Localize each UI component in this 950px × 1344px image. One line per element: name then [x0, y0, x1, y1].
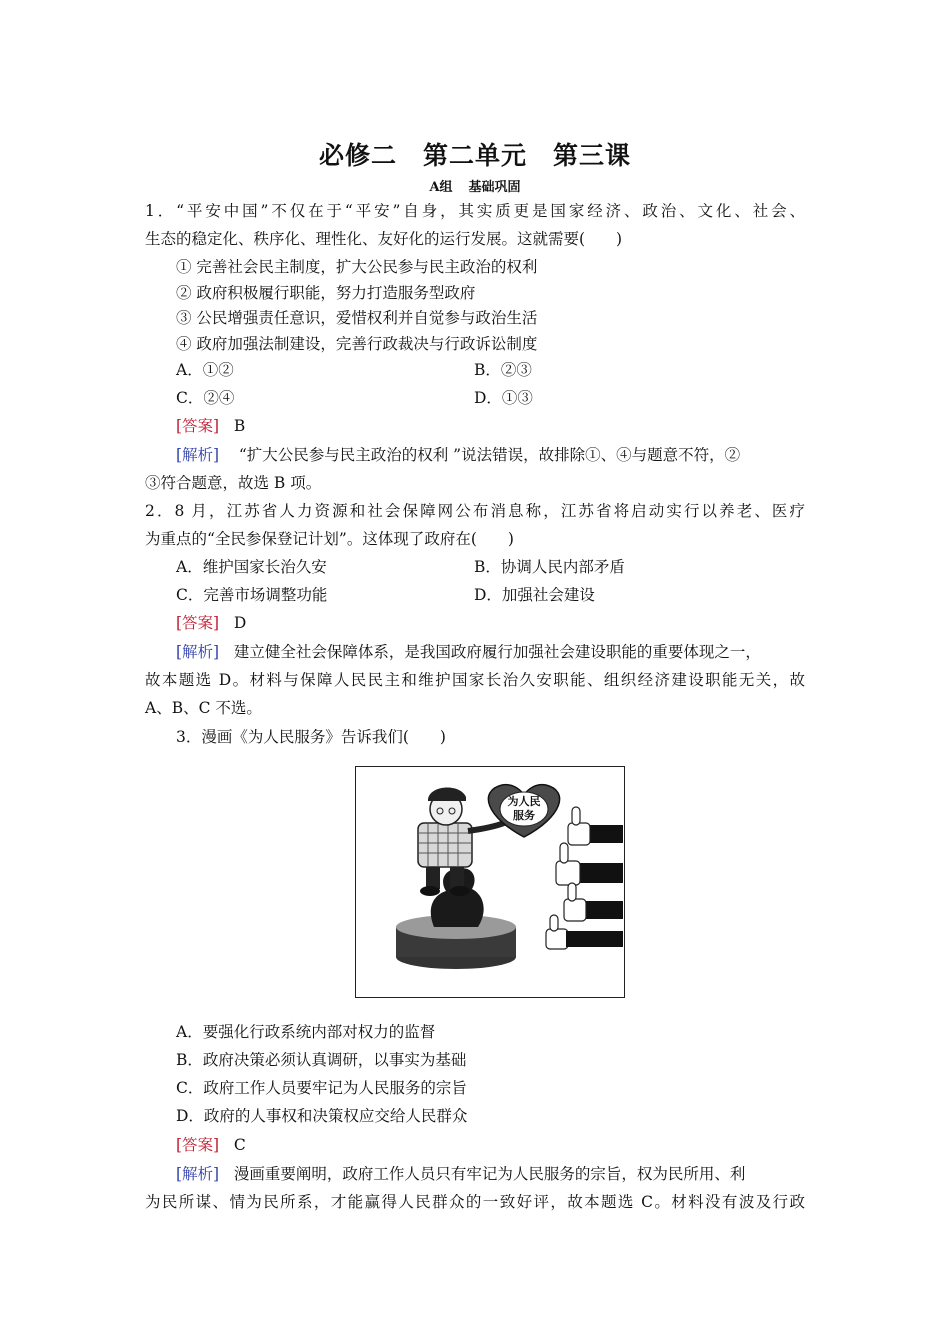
q1-analysis-line2: ③符合题意，故选 B 项。	[145, 474, 322, 492]
title-part: 第二单元	[422, 141, 527, 170]
q1-stem-line2: 生态的稳定化、秩序化、理性化、友好化的运行发展。这就需要( )	[145, 230, 623, 248]
q2-analysis-line2: 故本题选 D。材料与保障人民民主和维护国家长治久安职能、组织经济建设职能无关，故	[145, 671, 805, 689]
subtitle-part: A组	[429, 180, 453, 195]
q2-stem-line1: 2．8 月，江苏省人力资源和社会保障网公布消息称，江苏省将启动实行以养老、医疗	[145, 502, 805, 520]
q1-item: ① 完善社会民主制度，扩大公民参与民主政治的权利	[176, 258, 538, 276]
q1-option-b: B．②③	[474, 361, 532, 379]
title-part: 第三课	[553, 141, 632, 170]
analysis-tag: [解析]	[176, 643, 220, 661]
q1-item: ③ 公民增强责任意识，爱惜权利并自觉参与政治生活	[176, 309, 538, 327]
cartoon-image	[355, 766, 625, 998]
answer-tag: [答案]	[176, 1136, 220, 1154]
q3-answer	[176, 1135, 246, 1155]
section-subtitle	[0, 176, 950, 195]
page-title	[0, 136, 950, 172]
q1-stem-line1: 1．“平安中国”不仅在于“平安”自身，其实质更是国家经济、政治、文化、社会、	[145, 202, 805, 220]
q3-option-d: D．政府的人事权和决策权应交给人民群众	[176, 1107, 468, 1125]
q2-answer	[176, 613, 246, 633]
analysis-text: 漫画重要阐明，政府工作人员只有牢记为人民服务的宗旨，权为民所用、利	[233, 1165, 746, 1183]
q1-item: ② 政府积极履行职能，努力打造服务型政府	[176, 284, 476, 302]
analysis-tag: [解析]	[176, 1165, 220, 1183]
q3-option-c: C．政府工作人员要牢记为人民服务的宗旨	[176, 1079, 467, 1097]
q2-option-b: B．协调人民内部矛盾	[474, 558, 625, 576]
q3-analysis-line2: 为民所谋、情为民所系，才能赢得人民群众的一致好评，故本题选 C。材料没有波及行政	[145, 1193, 805, 1211]
q3-option-a: A．要强化行政系统内部对权力的监督	[176, 1023, 436, 1041]
q2-analysis-line3: A、B、C 不选。	[145, 699, 262, 717]
heart-text-line2: 服务	[513, 809, 535, 822]
q3-analysis-line1	[176, 1164, 745, 1184]
q1-answer	[176, 416, 245, 436]
q2-analysis-line1	[176, 642, 761, 662]
q2-option-d: D．加强社会建设	[474, 586, 595, 604]
answer-value: C	[233, 1136, 246, 1154]
answer-tag: [答案]	[176, 417, 220, 435]
subtitle-part: 基础巩固	[468, 180, 521, 195]
q1-analysis-line1	[176, 445, 740, 465]
answer-tag: [答案]	[176, 614, 220, 632]
analysis-text: 建立健全社会保障体系，是我国政府履行加强社会建设职能的重要体现之一，	[233, 643, 761, 661]
title-part: 必修二	[318, 141, 397, 170]
q2-option-a: A．维护国家长治久安	[176, 558, 327, 576]
answer-value: B	[233, 417, 246, 435]
q3-stem: 3．漫画《为人民服务》告诉我们( )	[176, 728, 446, 746]
q1-item: ④ 政府加强法制建设，完善行政裁决与行政诉讼制度	[176, 335, 538, 353]
analysis-tag: [解析]	[176, 446, 220, 464]
q2-option-c: C．完善市场调整功能	[176, 586, 328, 604]
heart-text-line1: 为人民	[507, 795, 541, 808]
q3-option-b: B．政府决策必须认真调研，以事实为基础	[176, 1051, 467, 1069]
q1-option-c: C．②④	[176, 389, 235, 407]
analysis-text: “扩大公民参与民主政治的权利 ”说法错误，故排除①、④与题意不符，②	[238, 446, 741, 464]
q2-stem-line2: 为重点的“全民参保登记计划”。这体现了政府在( )	[145, 530, 514, 548]
q1-option-a: A．①②	[176, 361, 234, 379]
answer-value: D	[233, 614, 247, 632]
q1-option-d: D．①③	[474, 389, 533, 407]
